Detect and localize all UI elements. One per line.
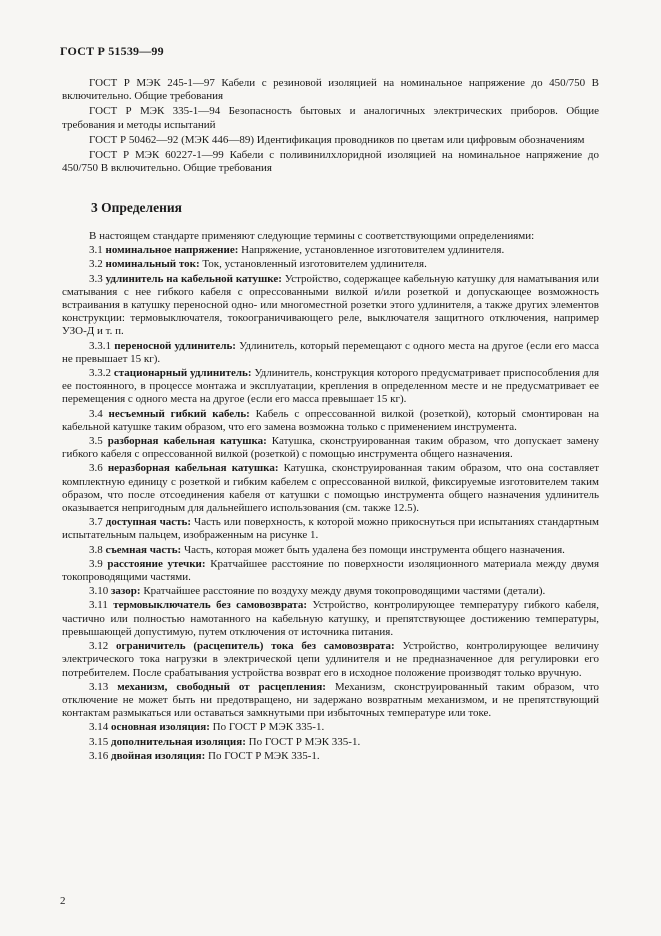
definition-item — [62, 721, 599, 734]
definition-text: Катушка, сконструированная таким образом, что допускает замену гибкого кабеля с опрессованной вилкой (розеткой) с помощью инструмента общего назначения. — [62, 435, 600, 461]
definition-number: 3.11 — [89, 599, 108, 612]
definition-term: зазор: — [111, 585, 141, 598]
definition-term: съемная часть: — [105, 543, 182, 556]
definition-item — [62, 736, 599, 749]
definition-term: стационарный удлинитель: — [113, 367, 252, 380]
definition-term: основная изоляция: — [111, 721, 210, 734]
definition-item — [62, 516, 599, 542]
definition-number: 3.4 — [89, 407, 103, 420]
definition-term: механизм, свободный от расцепления: — [117, 680, 326, 693]
definition-term: дополнительная изоляция: — [111, 735, 246, 748]
definition-number: 3.5 — [89, 435, 103, 448]
definition-number: 3.15 — [89, 735, 109, 748]
reference-item: ГОСТ Р МЭК 60227-1—99 Кабели с поливинилхлоридной изоляцией на номинальное напряжение до 450/750 В включительно. Общие требования — [62, 149, 599, 175]
definition-text: Удлинитель, который перемещают с одного места на другое (если его масса не превышает 15 кг). — [62, 339, 600, 365]
reference-item: ГОСТ Р МЭК 245-1—97 Кабели с резиновой изоляцией на номинальное напряжение до 450/750 В включительно. Общие требования — [62, 77, 599, 103]
definition-number: 3.3 — [89, 272, 103, 285]
doc-header: ГОСТ Р 51539—99 — [60, 44, 164, 58]
definition-number: 3.9 — [89, 557, 103, 570]
definition-item — [62, 640, 599, 680]
definition-text: По ГОСТ Р МЭК 335-1. — [212, 721, 325, 734]
definition-text: Катушка, сконструированная таким образом, что она составляет комплектную единицу с розеткой и гибким кабелем с опрессованной вилкой, фиксируемые изготовителем таким образом, что после отсоединения кабеля от катушки с помощью инструмента общего назначения удлинитель оказывается непригодным для дальнейшего использования (см. также 12.5). — [62, 462, 600, 515]
definition-term: номинальное напряжение: — [105, 244, 239, 257]
definition-term: переносной удлинитель: — [114, 339, 236, 352]
definition-term: несъемный гибкий кабель: — [108, 407, 250, 420]
definition-item — [62, 435, 599, 461]
definition-text: По ГОСТ Р МЭК 335-1. — [248, 735, 361, 748]
definition-text: Ток, установленный изготовителем удлинителя. — [202, 258, 427, 271]
definition-number: 3.10 — [89, 585, 109, 598]
definition-text: Кабель с опрессованной вилкой (розеткой), который смонтирован на кабельной катушке таким образом, что его замена возможна только с применением инструмента. — [62, 407, 600, 433]
definition-text: По ГОСТ Р МЭК 335-1. — [208, 749, 320, 762]
definition-text: Кратчайшее расстояние по воздуху между двумя токопроводящими частями (детали). — [143, 585, 546, 598]
definition-term: доступная часть: — [105, 516, 192, 529]
reference-item: ГОСТ Р МЭК 335-1—94 Безопасность бытовых и аналогичных электрических приборов. Общие требования и методы испытаний — [62, 105, 599, 131]
definition-term: удлинитель на кабельной катушке: — [105, 272, 282, 285]
definition-number: 3.3.2 — [89, 367, 111, 380]
definition-number: 3.2 — [89, 258, 103, 271]
definition-text: Удлинитель, конструкция которого предусматривает приспособления для ее постоянного, в процессе монтажа и эксплуатации, крепления в определенном месте и не предусматривает ее перемещения с одного места на другое (если его масса превышает 15 кг). — [62, 367, 600, 406]
definition-number: 3.3.1 — [89, 339, 111, 352]
definition-item — [62, 585, 599, 598]
references-list — [62, 77, 599, 177]
definitions-container — [62, 244, 599, 763]
definition-item — [62, 258, 599, 271]
definition-text: Часть, которая может быть удалена без помощи инструмента общего назначения. — [183, 543, 565, 556]
reference-item: ГОСТ Р 50462—92 (МЭК 446—89) Идентификация проводников по цветам или цифровым обозначениям — [89, 133, 585, 146]
definition-number: 3.13 — [89, 680, 109, 693]
definition-term: термовыключатель без самовозврата: — [113, 599, 307, 612]
definition-text: Устройство, контролирующее температуру гибкого кабеля, частично или полностью намотанного на кабельную катушку, и препятствующее достижению температуры, превышающей допустимую, путем отключения от источника питания. — [62, 599, 599, 638]
definition-term: ограничитель (расцепитель) тока без самовозврата: — [116, 640, 395, 653]
definition-item — [62, 244, 599, 257]
definition-number: 3.6 — [89, 462, 103, 475]
definition-text: Устройство, контролирующее величину электрического тока нагрузки в электрической цепи удлинителя и не предназначенное для регулировки его потребителем. После срабатывания устройства возврат его в исходное положение производят только вручную. — [62, 640, 599, 679]
definition-item — [62, 340, 599, 366]
definitions-list — [62, 230, 599, 764]
definition-term: разборная кабельная катушка: — [107, 435, 267, 448]
definition-term: номинальный ток: — [105, 258, 200, 271]
definition-term: неразборная кабельная катушка: — [107, 462, 279, 475]
definition-item — [62, 273, 599, 339]
definition-item — [62, 599, 599, 639]
definition-number: 3.14 — [89, 721, 109, 734]
page-number: 2 — [60, 895, 66, 907]
definition-item — [62, 367, 599, 407]
definition-item — [62, 750, 599, 763]
definition-number: 3.7 — [89, 516, 103, 529]
definition-number: 3.8 — [89, 543, 103, 556]
definition-item — [62, 544, 599, 557]
definition-text: Часть или поверхность, к которой можно прикоснуться при испытаниях стандартным испытательным пальцем, изображенным на рисунке 1. — [62, 516, 600, 542]
definition-number: 3.12 — [89, 640, 109, 653]
definitions-intro: В настоящем стандарте применяют следующие термины с соответствующими определениями: — [89, 230, 535, 242]
definition-number: 3.1 — [89, 244, 103, 257]
definition-term: двойная изоляция: — [111, 749, 206, 762]
definition-number: 3.16 — [89, 749, 109, 762]
definition-text: Напряжение, установленное изготовителем удлинителя. — [241, 244, 505, 257]
definition-item — [62, 681, 599, 721]
definition-term: расстояние утечки: — [107, 557, 206, 570]
section-title: 3 Определения — [91, 200, 182, 215]
definition-text: Кратчайшее расстояние по поверхности изоляционного материала между двумя токопроводящими частями. — [62, 557, 600, 584]
definition-text: Механизм, сконструированный таким образом, что отключение не может быть ни предотвращено, ни задержано возвратным механизмом, и не препятствующий контактам размыкаться или оставаться замкнутыми при избыточных температуре или токе. — [62, 680, 600, 720]
definition-item — [62, 408, 599, 434]
definition-text: Устройство, содержащее кабельную катушку для наматывания или сматывания с нее гибкого кабеля с опрессованными вилкой и/или розеткой и допускающее возможность встраивания в катушку переносной одно- или многоместной розетки этого удлинителя, а также других элементов конструкции: термовыключателя, токоограничивающего реле, выключателя защитного отключения, например УЗО-Д и т. п. — [62, 272, 599, 338]
definition-item — [62, 558, 599, 584]
definition-item — [62, 462, 599, 515]
